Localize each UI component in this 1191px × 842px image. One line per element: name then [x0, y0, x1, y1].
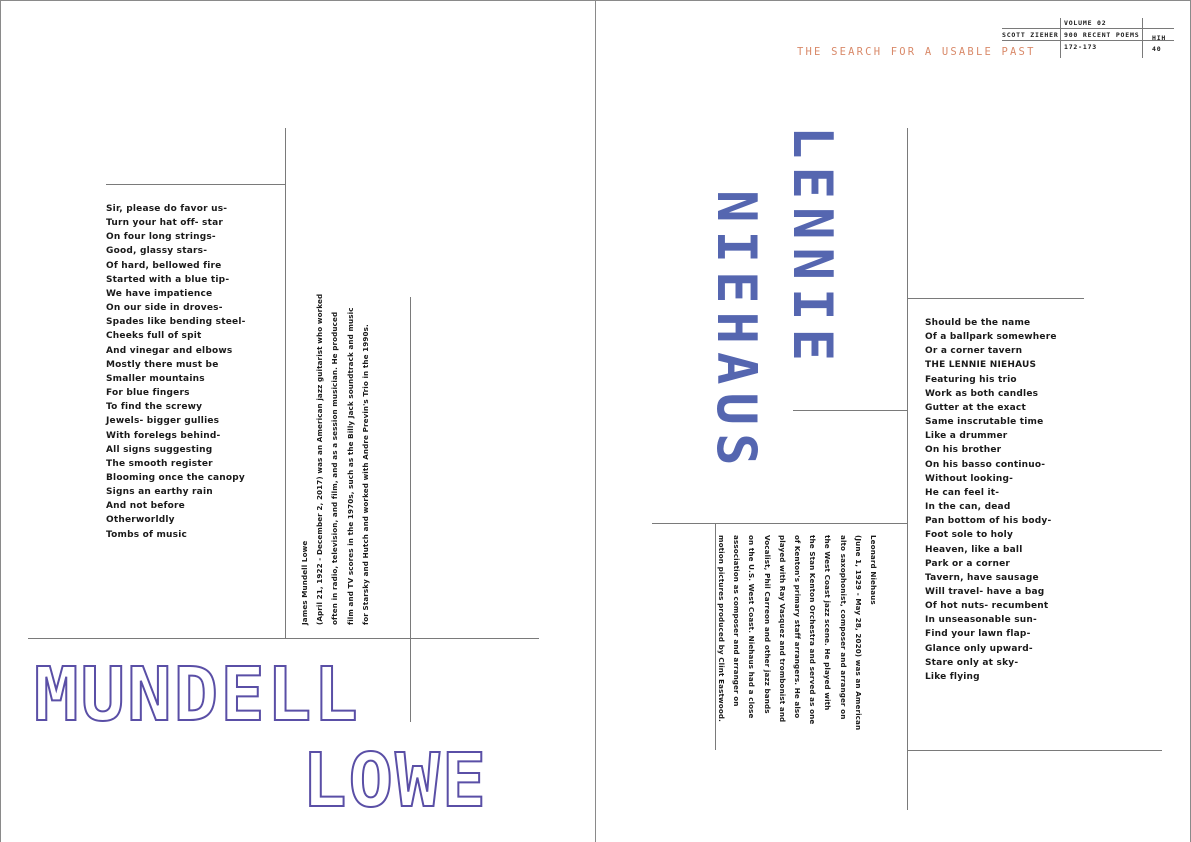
poem-line: Park or a corner	[925, 558, 1011, 569]
rule	[793, 410, 907, 411]
poem-line: Started with a blue tip-	[106, 274, 230, 285]
rule	[285, 128, 286, 638]
poem-line: Foot sole to holy	[925, 530, 1014, 541]
rule	[652, 523, 907, 524]
poem-line: Of a ballpark somewhere	[925, 332, 1057, 343]
poem-line: Spades like bending steel-	[106, 317, 246, 328]
poem-line: Turn your hat off- star	[106, 218, 223, 229]
poem-line: Will travel- have a bag	[925, 586, 1045, 597]
rule	[1142, 18, 1143, 58]
poem-lennie-niehaus	[925, 316, 1057, 684]
collection-label: 900 RECENT POEMS	[1064, 31, 1140, 39]
poem-line: Stare only at sky-	[925, 657, 1019, 668]
poem-line: With forelegs behind-	[106, 430, 221, 441]
title-lowe: LOWE	[302, 738, 489, 824]
tab-bottom: 40	[1152, 45, 1162, 53]
running-subtitle: THE SEARCH FOR A USABLE PAST	[797, 46, 1036, 58]
bio-line: association as composer and arranger on	[732, 535, 742, 707]
bio-line: played with Ray Vasquez and trombonist and	[777, 535, 787, 723]
poem-line: In unseasonable sun-	[925, 615, 1037, 626]
poem-line: He can feel it-	[925, 487, 1000, 498]
poem-line: Like a drummer	[925, 431, 1008, 442]
rule	[1060, 18, 1061, 58]
rule	[410, 297, 411, 722]
bio-line: motion pictures produced by Clint Eastwood.	[716, 535, 726, 722]
poem-line: Cheeks full of spit	[106, 331, 202, 342]
bio-line: film and TV scores in the 1970s, such as the Billy Jack soundtrack and music	[345, 307, 355, 625]
poem-line: Featuring his trio	[925, 374, 1017, 385]
poem-line: The smooth register	[106, 458, 213, 469]
bio-line: alto saxophonist, composer and arranger on	[838, 535, 848, 720]
poem-line: Tavern, have sausage	[925, 572, 1039, 583]
bio-line: Vocalist, Phil Carreon and other jazz bands	[762, 535, 772, 714]
tab-top: HIH	[1152, 34, 1167, 42]
poem-line: Same inscrutable time	[925, 417, 1044, 428]
poem-line: Otherworldly	[106, 515, 175, 526]
page-range: 172-173	[1064, 43, 1097, 51]
bio-line: the West Coast jazz scene. He played with	[823, 535, 833, 711]
title-niehaus: NIEHAUS	[705, 190, 768, 474]
poem-line: Should be the name	[925, 318, 1031, 328]
poem-line: Tombs of music	[106, 529, 188, 540]
poem-line: Smaller mountains	[106, 373, 205, 384]
poem-line: Blooming once the canopy	[106, 472, 245, 483]
poem-line: Work as both candles	[925, 388, 1039, 399]
rule	[106, 184, 285, 185]
poem-line: Mostly there must be	[106, 359, 219, 370]
author-label: SCOTT ZIEHER	[1002, 31, 1059, 39]
poem-line: Pan bottom of his body-	[925, 516, 1052, 527]
poem-line: Good, glassy stars-	[106, 246, 208, 257]
poem-line: On our side in droves-	[106, 303, 223, 314]
poem-line: Signs an earthy rain	[106, 487, 213, 498]
poem-line: Of hard, bellowed fire	[106, 260, 222, 271]
bio-line: the Stan Kenton Orchestra and served as one	[808, 535, 818, 725]
poem-line: To find the screwy	[106, 402, 203, 413]
rule	[1002, 40, 1174, 41]
poem-line: Without looking-	[925, 473, 1014, 484]
rule	[907, 298, 1084, 299]
poem-line: For blue fingers	[106, 388, 190, 399]
poem-line: And vinegar and elbows	[106, 345, 233, 356]
bio-lennie-niehaus	[714, 535, 881, 730]
bio-line: Leonard Niehaus	[869, 535, 878, 605]
poem-line: THE LENNIE NIEHAUS	[925, 360, 1037, 371]
poem-line: Find your lawn flap-	[925, 629, 1031, 640]
bio-line: (June 1, 1929 - May 28, 2020) was an American	[853, 535, 863, 731]
bio-line: on the U.S. West Coast. Niehaus had a close	[747, 535, 757, 719]
poem-line: On his brother	[925, 445, 1002, 456]
poem-line: Jewels- bigger gullies	[106, 416, 220, 427]
poem-line: Of hot nuts- recumbent	[925, 601, 1049, 612]
bio-mundell-lowe	[297, 294, 373, 625]
rule	[907, 128, 908, 810]
poem-line: On his basso continuo-	[925, 459, 1046, 470]
bio-line: for Starsky and Hutch and worked with Andre Previn's Trio in the 1990s.	[360, 324, 370, 625]
title-lennie: LENNIE	[781, 126, 844, 370]
poem-line: Sir, please do favor us-	[106, 204, 228, 214]
poem-line: On four long strings-	[106, 232, 216, 243]
poem-line: Like flying	[925, 671, 980, 682]
bio-line: James Mundell Lowe	[300, 540, 309, 625]
rule	[28, 638, 539, 639]
title-mundell: MUNDELL	[34, 652, 360, 738]
poem-line: Or a corner tavern	[925, 346, 1023, 357]
bio-line: often in radio, television, and film, and as a session musician. He produced	[330, 311, 340, 625]
poem-mundell-lowe	[106, 202, 246, 542]
rule	[1002, 28, 1174, 29]
bio-line: of Kenton's primary staff arrangers. He also	[792, 535, 802, 719]
poem-line: Gutter at the exact	[925, 402, 1026, 413]
right-page	[596, 0, 1191, 842]
rule	[907, 750, 1162, 751]
poem-line: In the can, dead	[925, 502, 1011, 513]
poem-line: And not before	[106, 501, 185, 512]
poem-line: We have impatience	[106, 288, 213, 299]
volume-label: VOLUME 02	[1064, 19, 1107, 27]
poem-line: Glance only upward-	[925, 643, 1033, 654]
bio-line: (April 21, 1922 - December 2, 2017) was an American jazz guitarist who worked	[315, 293, 325, 625]
poem-line: All signs suggesting	[106, 444, 213, 455]
poem-line: Heaven, like a ball	[925, 544, 1023, 555]
